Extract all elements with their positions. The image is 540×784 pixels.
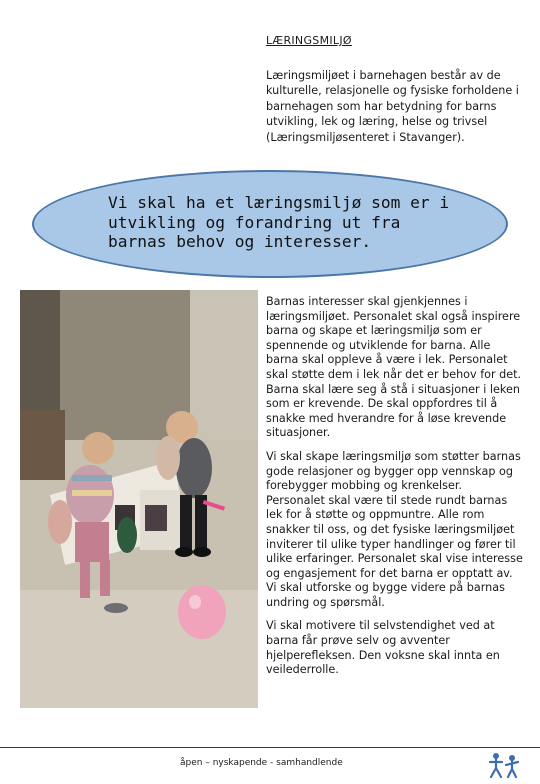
body-paragraph-1: Barnas interesser skal gjenkjennes i læringsmiljøet. Personalet skal også inspirere barna og skape et læringsmiljø som er spennende og utviklende for barna. Alle barna skal oppleve å være i lek. Personalet skal støtte dem i lek når det er behov for det. Barna skal lære seg å stå i situasjoner i leken som er krevende. De skal oppfordres til å snakke med hverandre for å løse krevende situasjoner. [266,295,522,440]
footer-rule [0,747,540,748]
photo-children-playing [20,290,258,708]
body-paragraph-3: Vi skal motivere til selvstendighet ved at barna får prøve selv og avventer hjelperefleksen. Den voksne skal innta en veilederrolle. [266,619,500,677]
intro-paragraph: Læringsmiljøet i barnehagen består av de kulturelle, relasjonelle og fysiske forholdene i barnehagen som har betydning for barns utvikling, lek og læring, helse og trivsel (Læringsmiljøsenteret i Stavanger). [266,69,519,144]
body-text [266,295,524,687]
highlight-text: Vi skal ha et læringsmiljø som er i utvikling og forandring ut fra barnas behov og interesser. [108,193,450,251]
kindergarten-logo-icon [484,750,524,784]
footer-slogan: åpen – nyskapende - samhandlende [180,758,343,768]
photo-illustration [20,290,258,708]
page-heading: LÆRINGSMILJØ [266,34,352,47]
body-paragraph-2: Vi skal skape læringsmiljø som støtter barnas gode relasjoner og bygger opp vennskap og forebygger mobbing og krenkelser. Personalet skal være til stede rundt barnas lek for å støtte og oppmuntre. Alle rom snakker til oss, og det fysiske læringsmiljøet inviterer til ulike typer handlinger og fører til ulike erfaringer. Personalet skal vise interesse og engasjement for det barna er opptatt av. Vi skal utforske og bygge videre på barnas undring og spørsmål. [266,449,523,609]
